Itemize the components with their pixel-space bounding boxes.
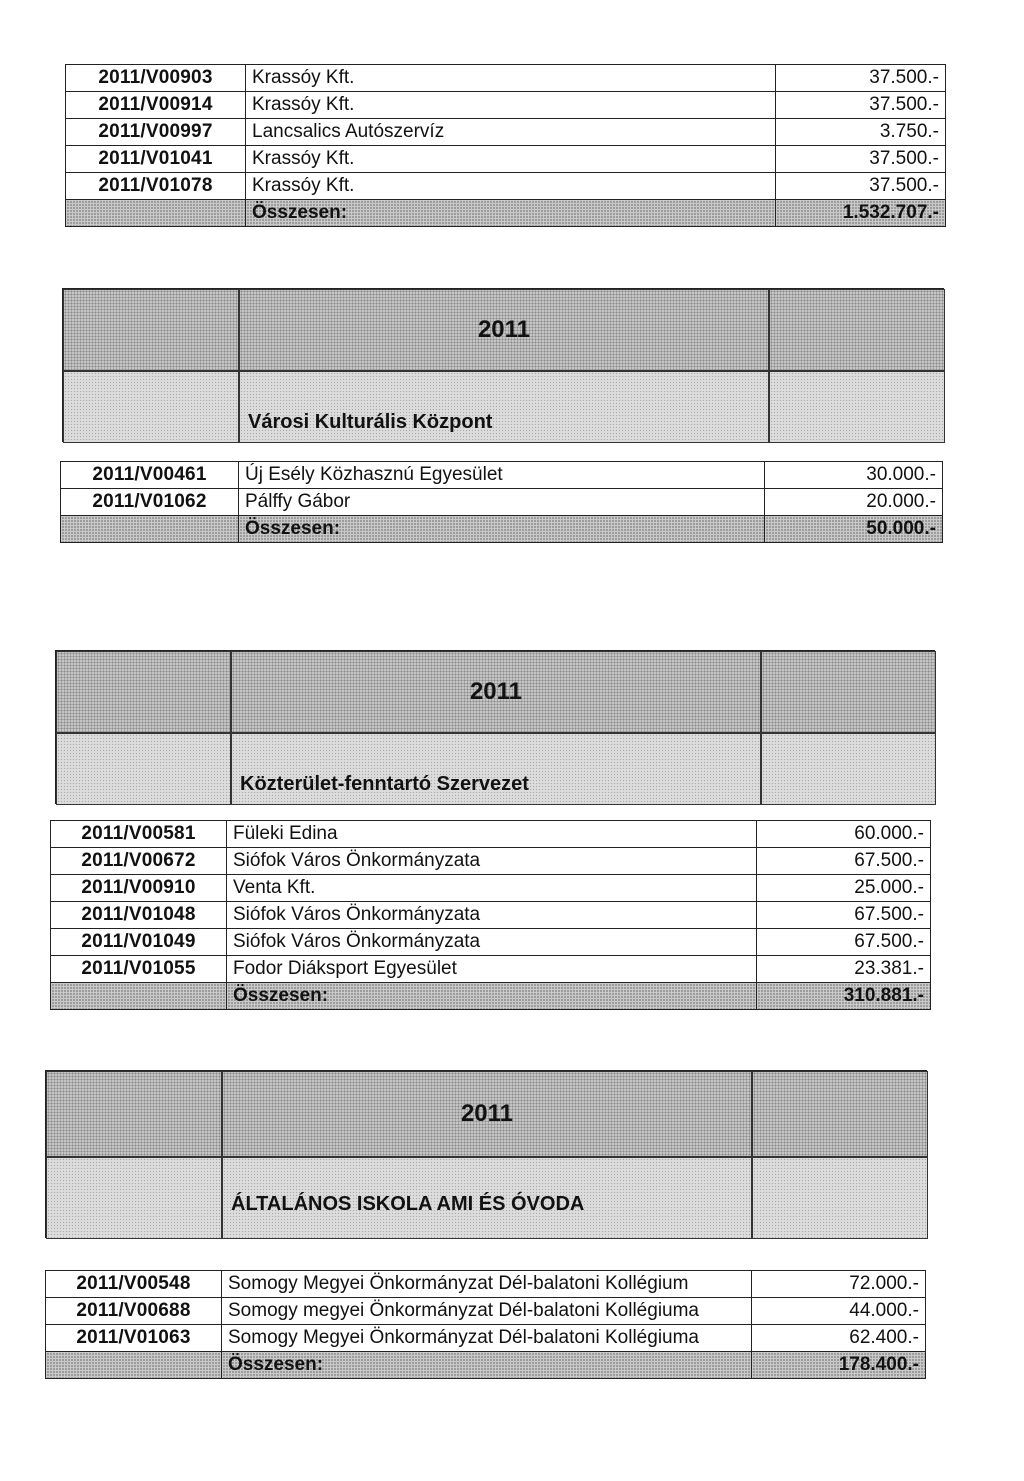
total-amount: 50.000.- [765,516,943,543]
total-row [66,200,946,227]
header-cell [56,651,231,733]
table-row [51,902,931,929]
voucher-code: 2011/V00461 [61,462,239,489]
payee-name: Pálffy Gábor [239,489,765,516]
table-row [61,462,943,489]
table-row [46,1298,926,1325]
section-2-table [50,820,930,1010]
header-cell [761,733,936,805]
section-3-header [45,1070,927,1238]
amount: 67.500.- [757,902,931,929]
total-spacer [51,983,227,1010]
payee-name: Krassóy Kft. [246,92,776,119]
total-label: Összesen: [239,516,765,543]
table-row [66,92,946,119]
header-cell [761,651,936,733]
voucher-code: 2011/V00548 [46,1271,222,1298]
payee-name: Füleki Edina [227,821,757,848]
amount: 62.400.- [752,1325,926,1352]
amount: 37.500.- [776,65,946,92]
total-amount: 310.881.- [757,983,931,1010]
amount: 60.000.- [757,821,931,848]
table-row [51,875,931,902]
table-row [46,1271,926,1298]
year-heading: 2011 [231,651,761,733]
voucher-code: 2011/V00910 [51,875,227,902]
voucher-code: 2011/V00903 [66,65,246,92]
institution-title: ÁLTALÁNOS ISKOLA AMI ÉS ÓVODA [222,1157,752,1239]
amount: 67.500.- [757,929,931,956]
voucher-code: 2011/V01062 [61,489,239,516]
section-3-table [45,1270,925,1379]
amount: 72.000.- [752,1271,926,1298]
amount: 25.000.- [757,875,931,902]
voucher-code: 2011/V01048 [51,902,227,929]
payee-name: Somogy Megyei Önkormányzat Dél-balatoni Kollégium [222,1271,752,1298]
amount: 44.000.- [752,1298,926,1325]
payee-name: Siófok Város Önkormányzata [227,929,757,956]
institution-title: Városi Kulturális Központ [239,371,769,443]
year-heading: 2011 [239,289,769,371]
payee-name: Krassóy Kft. [246,173,776,200]
voucher-code: 2011/V01055 [51,956,227,983]
institution-title: Közterület-fenntartó Szervezet [231,733,761,805]
amount: 67.500.- [757,848,931,875]
header-cell [752,1157,928,1239]
total-spacer [66,200,246,227]
amount: 20.000.- [765,489,943,516]
table-row [51,929,931,956]
amount: 3.750.- [776,119,946,146]
payee-name: Krassóy Kft. [246,146,776,173]
payee-name: Lancsalics Autószervíz [246,119,776,146]
header-cell [63,289,239,371]
total-label: Összesen: [227,983,757,1010]
section-2-header [55,650,935,804]
payee-name: Venta Kft. [227,875,757,902]
payee-name: Somogy Megyei Önkormányzat Dél-balatoni Kollégiuma [222,1325,752,1352]
voucher-code: 2011/V00688 [46,1298,222,1325]
section-1-header [62,288,944,442]
table-row [66,119,946,146]
total-amount: 1.532.707.- [776,200,946,227]
voucher-code: 2011/V00581 [51,821,227,848]
table-row [66,173,946,200]
section-1-table [60,461,942,543]
amount: 37.500.- [776,146,946,173]
voucher-code: 2011/V01041 [66,146,246,173]
voucher-code: 2011/V00672 [51,848,227,875]
payee-name: Siófok Város Önkormányzata [227,848,757,875]
voucher-code: 2011/V01063 [46,1325,222,1352]
header-cell [769,371,945,443]
amount: 37.500.- [776,92,946,119]
amount: 23.381.- [757,956,931,983]
total-label: Összesen: [222,1352,752,1379]
total-row [61,516,943,543]
payee-name: Krassóy Kft. [246,65,776,92]
header-cell [46,1071,222,1157]
voucher-code: 2011/V00914 [66,92,246,119]
table-row [46,1325,926,1352]
total-spacer [46,1352,222,1379]
table-row [51,848,931,875]
header-cell [63,371,239,443]
table-row [51,956,931,983]
total-row [51,983,931,1010]
table-row [51,821,931,848]
payee-name: Siófok Város Önkormányzata [227,902,757,929]
voucher-code: 2011/V01078 [66,173,246,200]
header-cell [46,1157,222,1239]
table-row [66,65,946,92]
table-row [66,146,946,173]
amount: 30.000.- [765,462,943,489]
amount: 37.500.- [776,173,946,200]
section-0-table [65,64,945,227]
table-row [61,489,943,516]
total-row [46,1352,926,1379]
total-amount: 178.400.- [752,1352,926,1379]
voucher-code: 2011/V00997 [66,119,246,146]
payee-name: Új Esély Közhasznú Egyesület [239,462,765,489]
header-cell [752,1071,928,1157]
header-cell [769,289,945,371]
header-cell [56,733,231,805]
year-heading: 2011 [222,1071,752,1157]
voucher-code: 2011/V01049 [51,929,227,956]
payee-name: Somogy megyei Önkormányzat Dél-balatoni Kollégiuma [222,1298,752,1325]
payee-name: Fodor Diáksport Egyesület [227,956,757,983]
total-spacer [61,516,239,543]
total-label: Összesen: [246,200,776,227]
